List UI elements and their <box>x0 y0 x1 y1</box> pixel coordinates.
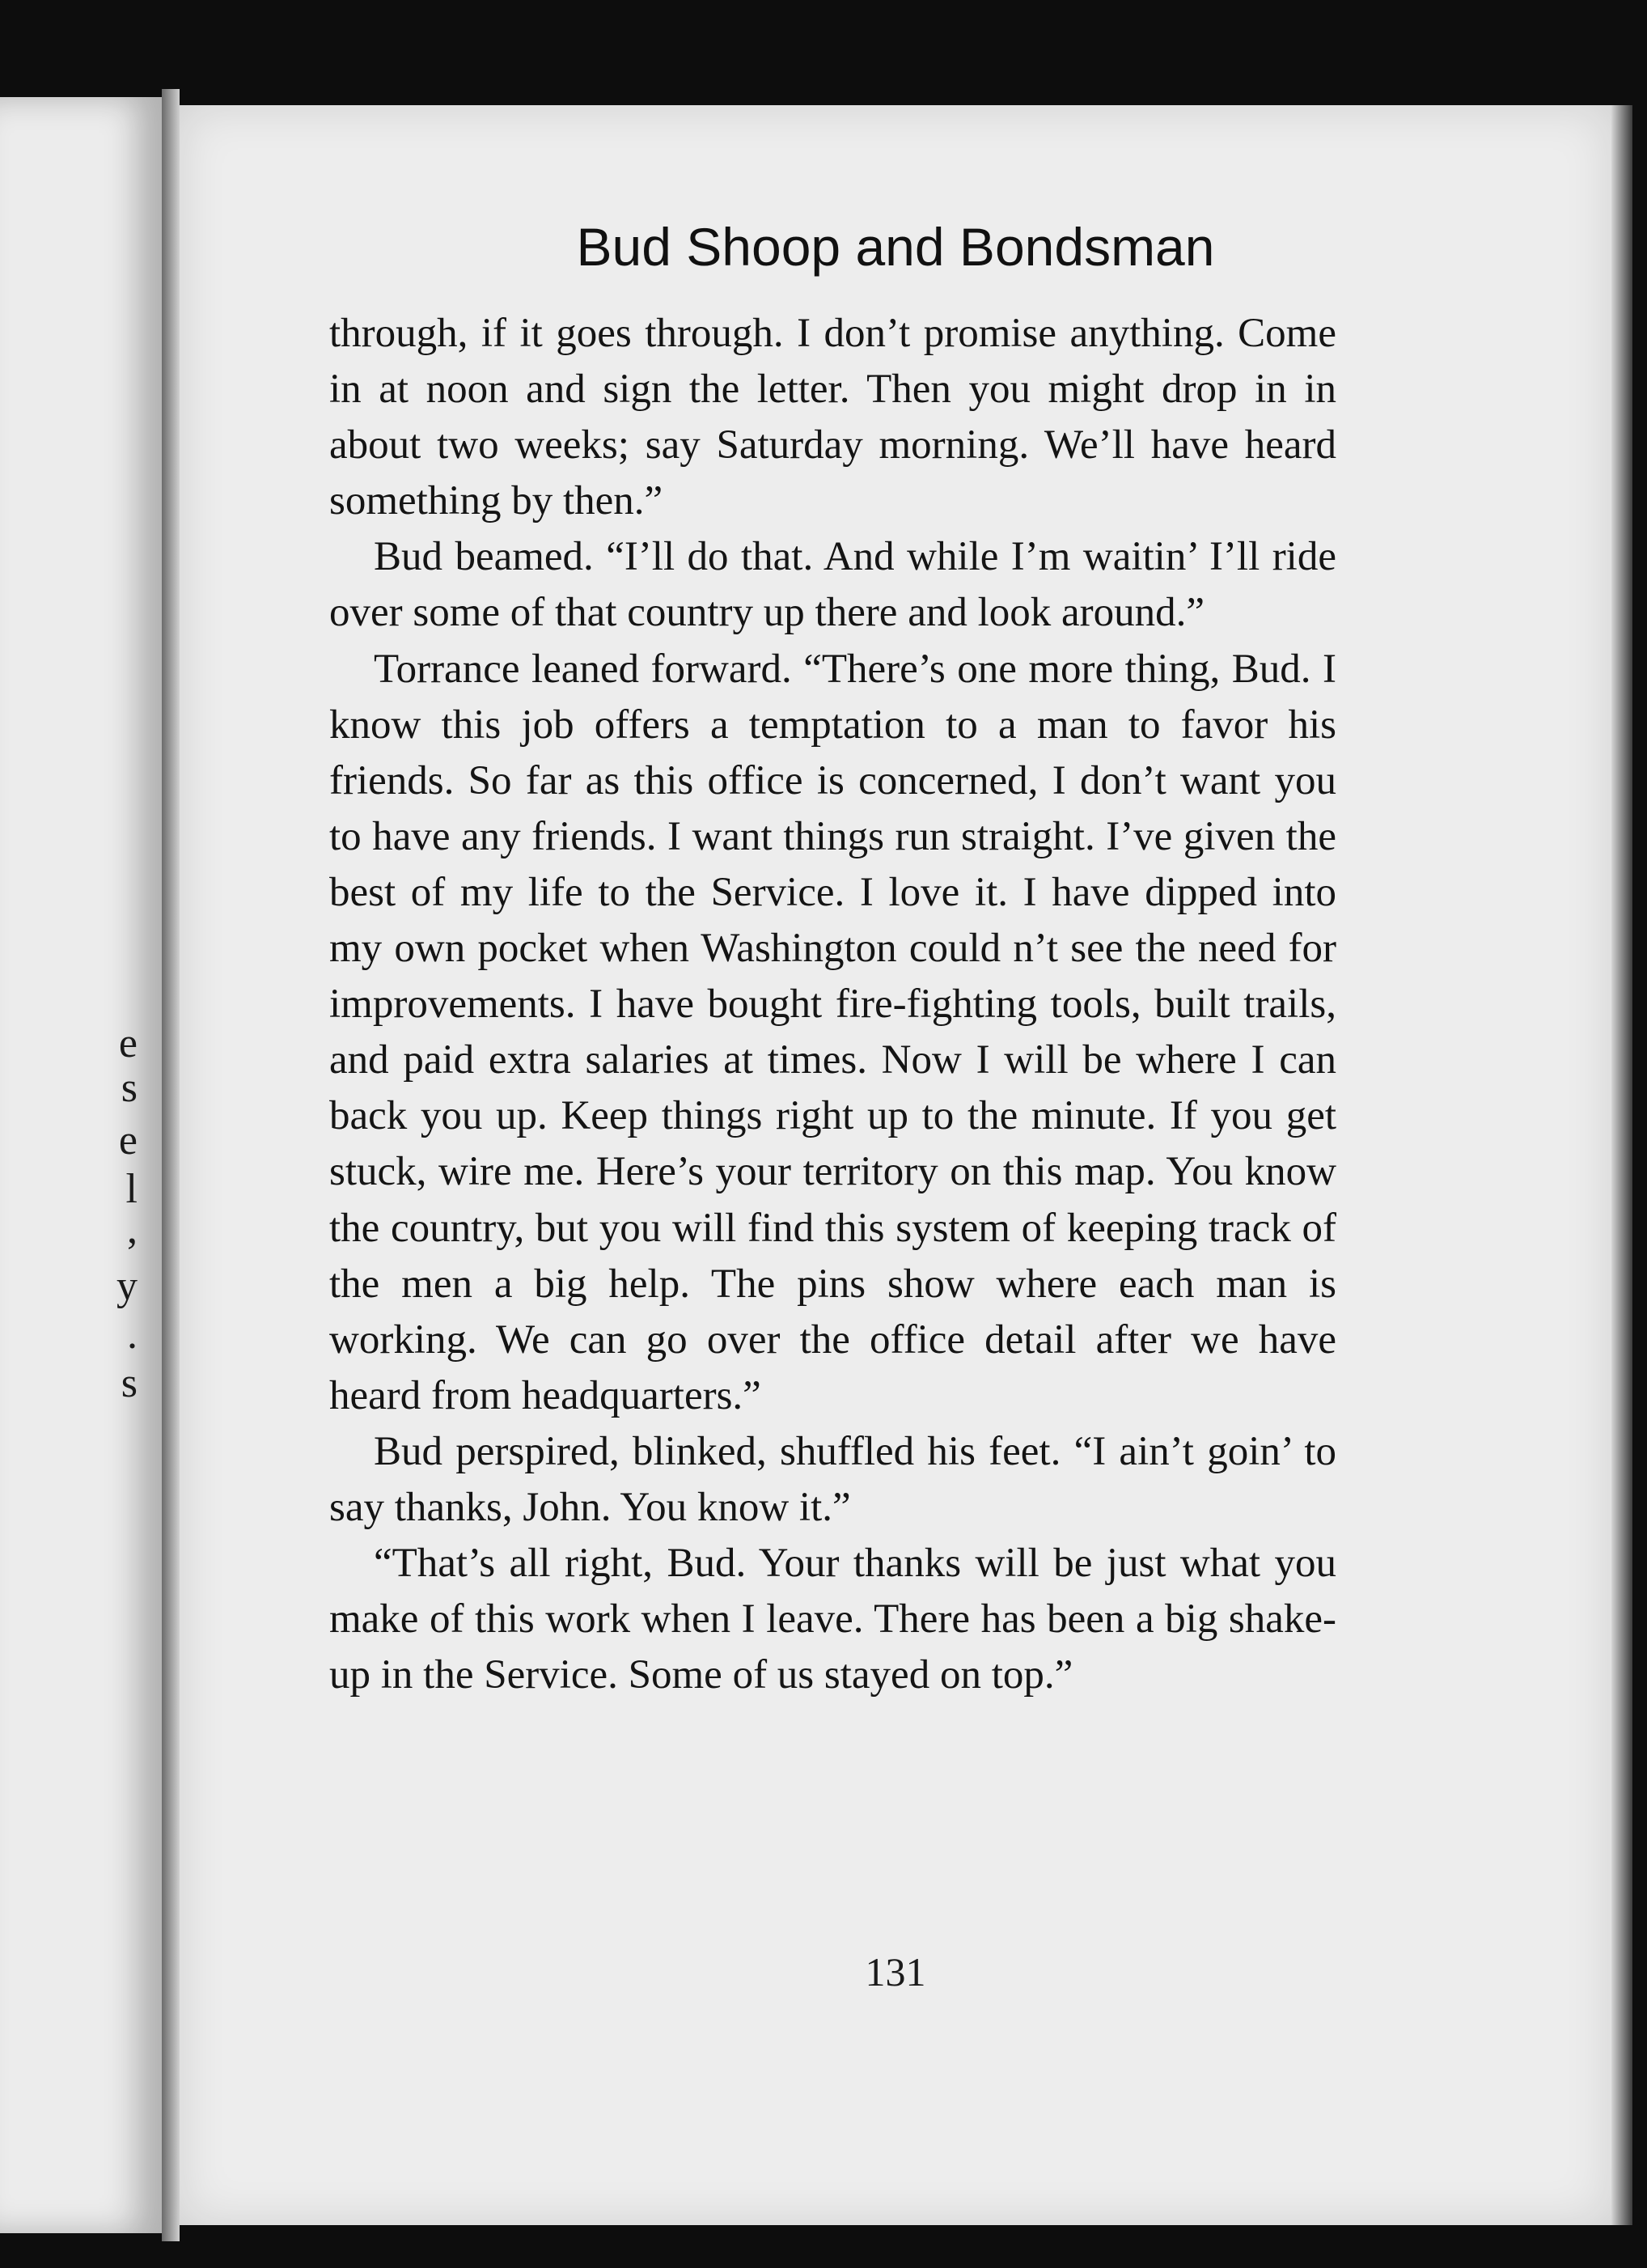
left-page-fragment: . <box>127 1312 138 1358</box>
book-gutter <box>162 89 180 2241</box>
paragraph: through, if it goes through. I don’t promise anything. Come in at noon and sign the letter. Then you might drop in in about two weeks; say Saturday morning. We’ll have heard something by then.” <box>329 311 1336 524</box>
left-page-fragment: l <box>125 1166 138 1212</box>
paragraph: “That’s all right, Bud. Your thanks will be just what you make of this work when I leave. There has been a big shake-up in the Service. Some of us stayed on top.” <box>329 1541 1336 1698</box>
running-head: Bud Shoop and Bondsman <box>576 217 1215 277</box>
left-page-fragment: s <box>121 1360 138 1406</box>
paragraph: Torrance leaned forward. “There’s one more thing, Bud. I know this job offers a temptation to a man to favor his friends. So far as this office is concerned, I don’t want you to have any friends. I want things run straight. I’ve given the best of my life to the Service. I love it. I have dipped into my own pocket when Washington could n’t see the need for improvements. I have bought fire-fighting tools, built trails, and paid extra salaries at times. Now I will be where I can back you up. Keep things right up to the minute. If you get stuck, wire me. Here’s your territory on this map. You know the country, but you will find this system of keeping track of the men a big help. The pins show where each man is working. We can go over the office detail after we have heard from headquarters.” <box>329 646 1336 1418</box>
paragraph: Bud beamed. “I’ll do that. And while I’m waitin’ I’ll ride over some of that country up there and look around.” <box>329 534 1336 636</box>
left-page-fragment: s <box>121 1065 138 1111</box>
left-page-fragment: , <box>127 1206 138 1253</box>
page-number: 131 <box>865 1949 926 1995</box>
page-fore-edge <box>1611 105 1632 2225</box>
right-page <box>180 105 1611 2225</box>
left-page-fragment: e <box>118 1117 138 1164</box>
left-page-fragment: y <box>116 1263 138 1309</box>
left-page-fragment: e <box>118 1020 138 1066</box>
left-page-edge <box>0 97 167 2233</box>
body-text <box>329 306 1336 1703</box>
paragraph: Bud perspired, blinked, shuffled his feet. “I ain’t goin’ to say thanks, John. You know it.” <box>329 1428 1336 1530</box>
